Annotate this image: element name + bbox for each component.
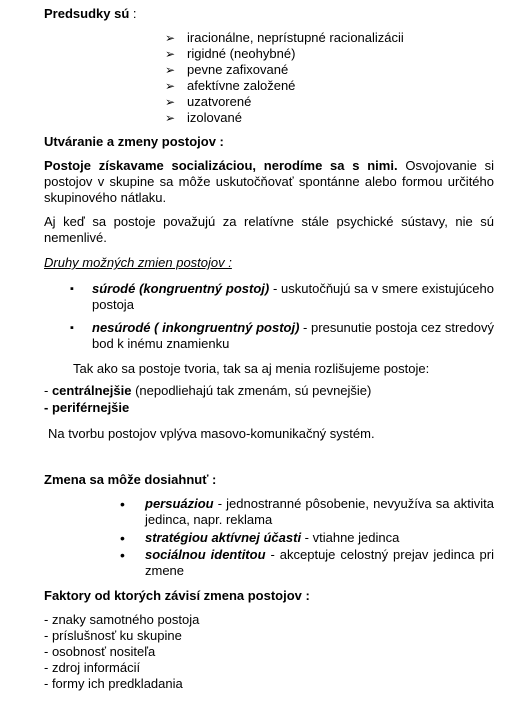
bullet-icon: • — [120, 496, 125, 512]
utvaranie-heading: Utváranie a zmeny postojov : — [44, 134, 224, 149]
predsudky-heading: Predsudky sú — [44, 6, 130, 21]
list-item: - zdroj informácií — [44, 660, 141, 675]
list-item: - príslušnosť ku skupine — [44, 628, 182, 643]
zmena-item: • sociálnou identitou - akceptuje celostný prejav jedinca pri zmene — [120, 547, 494, 578]
list-item: - osobnosť nositeľa — [44, 644, 156, 659]
rozlisenie-text: Tak ako sa postoje tvoria, tak sa aj menia rozlišujeme postoje: — [73, 361, 430, 376]
faktory-list — [44, 612, 199, 692]
list-item: ➢ iracionálne, neprístupné racionalizácii — [165, 30, 404, 45]
utvaranie-paragraph-2: Aj keď sa postoje považujú za relatívne stále psychické sústavy, nie sú nemenlivé. — [44, 214, 494, 245]
perifernejsie-line: - periférnejšie — [44, 400, 130, 415]
druhy-heading: Druhy možných zmien postojov : — [44, 255, 232, 270]
masovo-text: Na tvorbu postojov vplýva masovo-komunikačný systém. — [48, 426, 375, 441]
list-item: ➢ uzatvorené — [165, 94, 252, 109]
utvaranie-paragraph-1: Postoje získavame socializáciou, nerodíme sa s nimi. Osvojovanie si postojov v skupine sa môže uskutočňovať spontánne alebo formou určitého skupinového nátlaku. — [44, 158, 495, 205]
arrow-bullet-icon: ➢ — [165, 31, 176, 45]
arrow-bullet-icon: ➢ — [165, 95, 176, 109]
arrow-bullet-icon: ➢ — [165, 63, 176, 77]
square-bullet-icon: ▪ — [70, 322, 74, 334]
zmena-item: • persuáziou - jednostranné pôsobenie, nevyužíva sa aktivita jedinca, napr. reklama — [120, 496, 494, 527]
bullet-icon: • — [120, 530, 125, 546]
zmena-item: • stratégiou aktívnej účasti - vtiahne jedinca — [120, 530, 400, 546]
druhy-item: ▪ nesúrodé ( inkongruentný postoj) - presunutie postoja cez stredový bod k inému znamienku — [70, 320, 494, 351]
zmena-heading: Zmena sa môže dosiahnuť : — [44, 472, 217, 487]
list-item: - formy ich predkladania — [44, 676, 183, 691]
druhy-item: ▪ súrodé (kongruentný postoj) - uskutočňujú sa v smere existujúceho postoja — [70, 281, 494, 312]
bullet-icon: • — [120, 547, 125, 563]
arrow-bullet-icon: ➢ — [165, 79, 176, 93]
predsudky-colon: : — [129, 6, 137, 21]
list-item: - znaky samotného postoja — [44, 612, 200, 627]
arrow-bullet-icon: ➢ — [165, 47, 176, 61]
list-item: ➢ izolované — [165, 110, 242, 125]
faktory-heading: Faktory od ktorých závisí zmena postojov : — [44, 588, 310, 603]
predsudky-heading-line — [44, 6, 137, 22]
arrow-bullet-icon: ➢ — [165, 111, 176, 125]
predsudky-list — [165, 30, 485, 126]
list-item: ➢ rigidné (neohybné) — [165, 46, 296, 61]
list-item: ➢ afektívne založené — [165, 78, 296, 93]
list-item: ➢ pevne zafixované — [165, 62, 289, 77]
square-bullet-icon: ▪ — [70, 283, 74, 295]
centralnejsie-line: - centrálnejšie (nepodliehajú tak zmenám, sú pevnejšie) — [44, 383, 372, 398]
